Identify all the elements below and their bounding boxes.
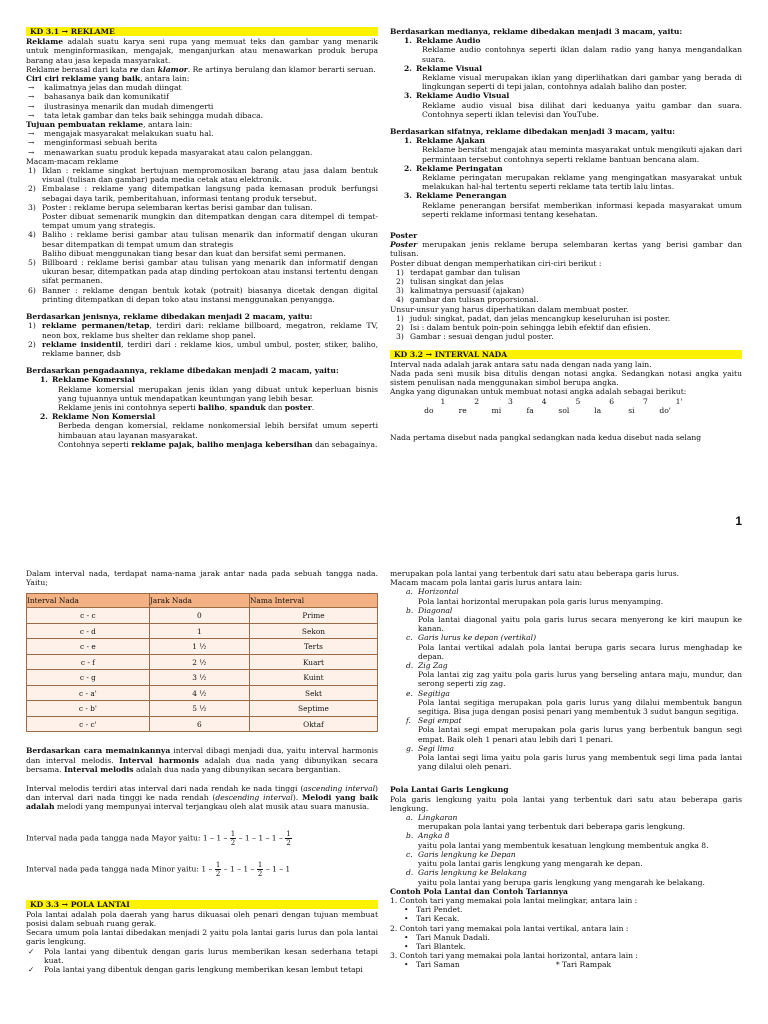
list-item: a. Horizontal Pola lantai horizontal merupakan pola garis lurus menyamping. [406, 587, 664, 606]
table-header: Interval Nada [27, 594, 150, 608]
list-item: • Tari Saman * Tari Rampak [390, 960, 742, 969]
list-item: 2) reklame insidentil, terdiri dari : reklame kios, umbul umbul, poster, stiker, baliho, reklame banner, dsb [28, 339, 379, 358]
table-header-row [27, 594, 378, 608]
list-item: 1. Reklame Audio Reklame audio contohnya seperti iklan dalam radio yang hanya mengandalkan suara. [404, 36, 742, 64]
list-item: c. Garis lengkung ke Depan yaitu pola lantai garis lengkung yang mengarah ke depan. [406, 849, 643, 869]
jenis-heading: Berdasarkan jenisnya, reklame dibedakan menjadi 2 macam, yaitu: [26, 312, 313, 322]
list-item: 6) Banner : reklame dengan bentuk kotak (potrait) biasanya dicetak dengan digital printing ditempatkan di depan toko atau instansi menggunakan penyangga. [28, 285, 378, 304]
poster-definition: Poster merupakan jenis reklame berupa selembaran kertas yang berisi gambar dan tulisan. [390, 240, 742, 259]
angka-text: Angka yang digunakan untuk membuat notasi angka adalah sebagai berikut: [390, 387, 687, 397]
page2-right-column [390, 569, 742, 970]
garis-lengkung-definition: Pola garis lengkung yaitu pola lantai yang terbentuk dari satu atau beberapa garis lengkung. [390, 794, 742, 813]
page1-left-column [26, 27, 378, 449]
interval-table [26, 593, 378, 732]
contoh-vertikal: 2. Contoh tari yang memakai pola lantai vertikal, antara lain : [390, 923, 629, 933]
list-item: → mengajak masyarakat melakukan suatu hal. [26, 129, 378, 138]
table-row: c - e 1 ½ Terts [27, 639, 378, 655]
sifat-heading: Berdasarkan sifatnya, reklame dibedakan menjadi 3 macam, yaitu: [390, 127, 676, 137]
list-item: 3) Gambar : sesuai dengan judul poster. [396, 332, 554, 342]
list-item: d. Zig Zag Pola lantai zig zag yaitu pola garis lurus yang berseling antara maju, mundur, dan serong seperti zig zag. [406, 661, 742, 689]
list-item: 2. Reklame Non Komersial Berbeda dengan komersial, reklame nonkomersial lebih bersifat umum seperti himbauan atau layanan masyarakat. Contohnya seperti reklame pajak, baliho menjaga kebersihan dan sebagainya. [40, 412, 378, 449]
notasi-angka-text: Nada pada seni musik bisa ditulis dengan notasi angka. Sedangkan notasi angka yaitu sistem penulisan nada menggunakan simbol berupa angka. [390, 368, 742, 388]
list-item: 1. Reklame Komersial Reklame komersial merupakan jenis iklan yang dibuat untuk keperluan bisnis yang tujuannya untuk mendapatkan keuntungan yang lebih besar. Reklame jenis ini contohnya seperti baliho, spanduk dan poster. [40, 375, 378, 412]
poster-unsur-heading: Unsur-unsur yang harus diperhatikan dalam membuat poster. [390, 304, 629, 314]
list-item: 1) Iklan : reklame singkat bertujuan mempromosikan barang atau jasa dalam bentuk visual (tulisan dan gambar) pada media cetak atau elektronik. [28, 166, 378, 185]
garis-lurus-list [390, 587, 742, 771]
list-item: 2) Embalase : reklame yang ditempatkan langsung pada kemasan produk berfungsi sebagai daya tarik, pemberitahuan, informasi tentang produk tersebut. [28, 184, 378, 203]
macam-list [26, 166, 378, 304]
list-item: 5) Billboard : reklame berisi gambar atau tulisan yang menarik dan informatif dengan ukuran besar, ditempatkan pada atap dinding pertokoan atau instansi tertentu dengan sifat permanen. [28, 258, 378, 286]
list-item: • Tari Kecak. [390, 914, 742, 923]
fraction: $\frac{1}{2}$ [286, 829, 291, 847]
list-item: → bahasanya baik dan komunikatif [26, 92, 378, 101]
pola-lantai-checks [26, 947, 378, 975]
notasi-name-row: do re mi fa sol la si do' [424, 405, 671, 415]
list-item: b. Angka 8 yaitu pola lantai yang membentuk kesatuan lengkung membentuk angka 8. [406, 831, 709, 850]
list-item: 1) judul: singkat, padat, dan jelas mencangkup keseluruhan isi poster. [396, 313, 671, 323]
kd33-heading: KD 3.3 → POLA LANTAI [26, 900, 378, 909]
list-item: c. Garis lurus ke depan (vertikal) Pola lantai vertikal adalah pola lantai berupa garis secara lurus menghadap ke depan. [406, 633, 742, 661]
list-item: → tata letak gambar dan teks baik sehingga mudah dibaca. [26, 111, 378, 120]
page1-right-column [390, 27, 742, 442]
list-item: f. Segi empat Pola lantai segi empat merupakan pola garis lurus yang berbentuk bangun segi empat. Baik oleh 1 penari atau lebih dari 1 penari. [406, 716, 742, 744]
nada-pangkal-text: Nada pertama disebut nada pangkal sedangkan nada kedua disebut nada selang [390, 432, 702, 442]
tujuan-heading: Tujuan pembuatan reklame, antara lain: [26, 120, 193, 130]
poster-unsur-list [390, 314, 742, 342]
page-2 [0, 560, 768, 1024]
contoh-melingkar-list [390, 905, 742, 923]
list-item: → kalimatnya jelas dan mudah diingat [26, 83, 378, 92]
page-number: 1 [735, 514, 742, 528]
list-item: 2. Reklame Peringatan Reklame peringatan merupakan reklame yang mengingatkan masyarakat untuk melakukan hal-hal tertentu seperti reklame tata tertib lalu lintas. [404, 163, 742, 192]
table-row: c - b' 5 ½ Septime [27, 701, 378, 717]
garis-lurus-types-heading: Macam macam pola lantai garis lurus antara lain: [390, 578, 583, 588]
ciri-heading: Ciri ciri reklame yang baik, antara lain: [26, 74, 190, 84]
garis-lurus-definition: merupakan pola lantai yang terbentuk dari satu atau beberapa garis lurus. [390, 569, 680, 578]
kd32-heading: KD 3.2 → INTERVAL NADA [390, 350, 742, 359]
list-item: 3. Reklame Penerangan Reklame penerangan bersifat memberikan informasi kepada masyarakat umum seperti reklame informasi tentang kesehatan. [404, 191, 742, 219]
poster-heading: Poster [390, 231, 418, 241]
notasi-number-row: 1 2 3 4 5 6 7 1' [440, 396, 683, 406]
table-row: c - g 3 ½ Kuint [27, 670, 378, 686]
list-item: 1) terdapat gambar dan tulisan [396, 267, 521, 277]
interval-names-intro: Dalam interval nada, terdapat nama-nama jarak antar nada pada sebuah tangga nada. Yaitu; [26, 569, 378, 588]
list-item: 1. Reklame Ajakan Reklame bersifat mengajak atau meminta masyarakat untuk mengikuti ajakan dari permintaan tersebut contohnya seperti reklame bantuan bencana alam. [404, 136, 742, 164]
page-gap [0, 540, 768, 560]
list-item: 2) tulisan singkat dan jelas [396, 277, 504, 287]
mayor-formula: Interval nada pada tangga nada Mayor yaitu: 1 – 1 – $\frac{1}{2} - 1 - 1 - 1$ – $\frac{1}{2}$ [26, 829, 291, 847]
table-header: Jarak Nada [149, 594, 249, 608]
fraction: $\frac{1}{2}$ [257, 860, 263, 878]
list-item: • Tari Blantek. [390, 942, 742, 951]
list-item: ✓ Pola lantai yang dibentuk dengan garis lurus memberikan kesan sederhana tetapi kuat. [26, 947, 378, 965]
list-item: 4) Baliho : reklame berisi gambar atau tulisan menarik dan informatif dengan ukuran besar ditempatkan di tempat umum dan strategis Baliho dibuat menggunakan tiang besar dan kuat dan bersifat semi permanen. [28, 230, 378, 258]
sifat-list [390, 136, 742, 219]
table-row: c - c 0 Prime [27, 608, 378, 624]
ciri-list [26, 83, 378, 120]
table-row: c - a' 4 ½ Sekt [27, 685, 378, 701]
pola-lantai-definition: Pola lantai adalah pola daerah yang harus dikuasai oleh penari dengan tujuan membuat posisi dalam sebuah ruang gerak. [26, 909, 378, 929]
media-list [390, 36, 742, 119]
list-item: 3) Poster : reklame berupa selembaran kertas berisi gambar dan tulisan. Poster dibuat semenarik mungkin dan ditempatkan dengan cara ditempel di tempat-tempat umum yang strategis. [28, 202, 378, 231]
cara-memainkan-text: Berdasarkan cara memainkannya interval dibagi menjadi dua, yaitu interval harmonis dan interval melodis. Interval harmonis adalah dua nada yang dibunyikan secara bersama. Interval melodis adalah dua nada yang dibunyikan secara bergantian. [26, 746, 378, 774]
contoh-vertikal-list [390, 933, 742, 951]
contoh-horizontal-list [390, 960, 742, 969]
table-row: c - c' 6 Oktaf [27, 716, 378, 732]
minor-formula: Interval nada pada tangga nada Minor yaitu: 1 – $\frac{1}{2} - 1 - 1$ – $\frac{1}{2} - 1 - 1$ [26, 860, 291, 878]
pengadaan-heading: Berdasarkan pengadaannya, reklame dibedakan menjadi 2 macam, yaitu: [26, 366, 339, 376]
list-item: b. Diagonal Pola lantai diagonal yaitu pola garis lurus secara menyerong ke kiri maupun ke kanan. [406, 605, 742, 634]
poster-ciri-heading: Poster dibuat dengan memperhatikan ciri-ciri berikut : [390, 258, 602, 268]
list-item: g. Segi lima Pola lantai segi lima yaitu pola garis lurus yang membentuk segi lima pada lantai yang dilalui oleh penari. [406, 743, 742, 772]
list-item: 4) gambar dan tulisan proporsional. [396, 295, 539, 305]
list-item: 3. Reklame Audio Visual Reklame audio visual bisa dilihat dari keduanya yaitu gambar dan suara. Contohnya seperti iklan televisi dan YouTube. [404, 91, 742, 119]
garis-lengkung-heading: Pola Lantai Garis Lengkung [390, 785, 509, 795]
fraction: $\frac{1}{2}$ [215, 860, 221, 878]
list-item: 3) kalimatnya persuasif (ajakan) [396, 286, 525, 296]
reklame-origin: Reklame berasal dari kata re dan klamor. Re artinya berulang dan klamor berarti seruan. [26, 64, 376, 74]
reklame-definition: Reklame adalah suatu karya seni rupa yang memuat teks dan gambar yang menarik untuk menginformasikan, mengajak, menganjurkan atau menawarkan produk berupa barang atau jasa kepada masyarakat. [26, 37, 378, 65]
interval-definition: Interval nada adalah jarak antara satu nada dengan nada yang lain. [390, 359, 652, 369]
table-row: c - f 2 ½ Kuart [27, 654, 378, 670]
list-item: → menginformasi sebuah berita [26, 138, 378, 147]
kd31-heading: KD 3.1 → REKLAME [26, 27, 378, 36]
contoh-horizontal: 3. Contoh tari yang memakai pola lantai horizontal, antara lain : [390, 951, 638, 961]
media-heading: Berdasarkan medianya, reklame dibedakan menjadi 3 macam, yaitu: [390, 27, 683, 36]
list-item: → ilustrasinya menarik dan mudah dimengerti [26, 102, 378, 111]
list-item: a. Lingkaran merupakan pola lantai yang terbentuk dari beberapa garis lengkung. [406, 813, 686, 832]
list-item: 1) reklame permanen/tetap, terdiri dari: reklame billboard, megatron, reklame TV, neon box, reklame bus shelter dan reklame shop panel. [28, 321, 378, 340]
list-item: → menawarkan suatu produk kepada masyarakat atau calon pelanggan. [26, 148, 378, 157]
table-header: Nama Interval [249, 594, 377, 608]
list-item: d. Garis lengkung ke Belakang yaitu pola lantai yang berupa garis lengkung yang mengarah ke belakang. [406, 868, 705, 887]
contoh-heading: Contoh Pola Lantai dan Contoh Tariannya [390, 886, 568, 896]
macam-heading: Macam-macam reklame [26, 156, 119, 166]
melodis-text: Interval melodis terdiri atas interval dari nada rendah ke nada tinggi (ascending interval) dan interval dari nada tinggi ke nada rendah (descending interval). Melodi yang baik adalah melodi yang mempunyai interval terjangkau oleh alat musik atau suara manusia. [26, 784, 379, 812]
fraction: $\frac{1}{2}$ [230, 829, 236, 847]
list-item: • Tari Manuk Dadali. [390, 933, 742, 942]
garis-lengkung-list [390, 813, 742, 887]
pengadaan-list [26, 375, 378, 449]
page2-left-column [26, 569, 378, 974]
poster-ciri-list [390, 268, 742, 305]
list-item: 2. Reklame Visual Reklame visual merupakan iklan yang diperlihatkan dari gambar yang berada di lingkungan seperti di tepi jalan, contohnya adalah baliho dan poster. [404, 63, 742, 92]
list-item: 2) Isi : dalam bentuk poin-poin sehingga lebih efektif dan efisien. [396, 323, 651, 333]
tujuan-list [26, 129, 378, 157]
list-item: e. Segitiga Pola lantai segitiga merupakan pola garis lurus yang dilalui membentuk bangun segitiga. Bisa juga dengan posisi penari yang membentuk 3 sudut bangun segitiga. [406, 688, 742, 717]
pola-lantai-types: Secara umum pola lantai dibedakan menjadi 2 yaitu pola lantai garis lurus dan pola lantai garis lengkung. [26, 928, 378, 947]
list-item: • Tari Pendet. [390, 905, 742, 914]
table-row: c - d 1 Sekon [27, 623, 378, 639]
contoh-melingkar: 1. Contoh tari yang memakai pola lantai melingkar, antara lain : [390, 895, 638, 905]
jenis-list [26, 321, 378, 358]
list-item: ✓ Pola lantai yang dibentuk dengan garis lengkung memberikan kesan lembut tetapi [26, 965, 378, 974]
